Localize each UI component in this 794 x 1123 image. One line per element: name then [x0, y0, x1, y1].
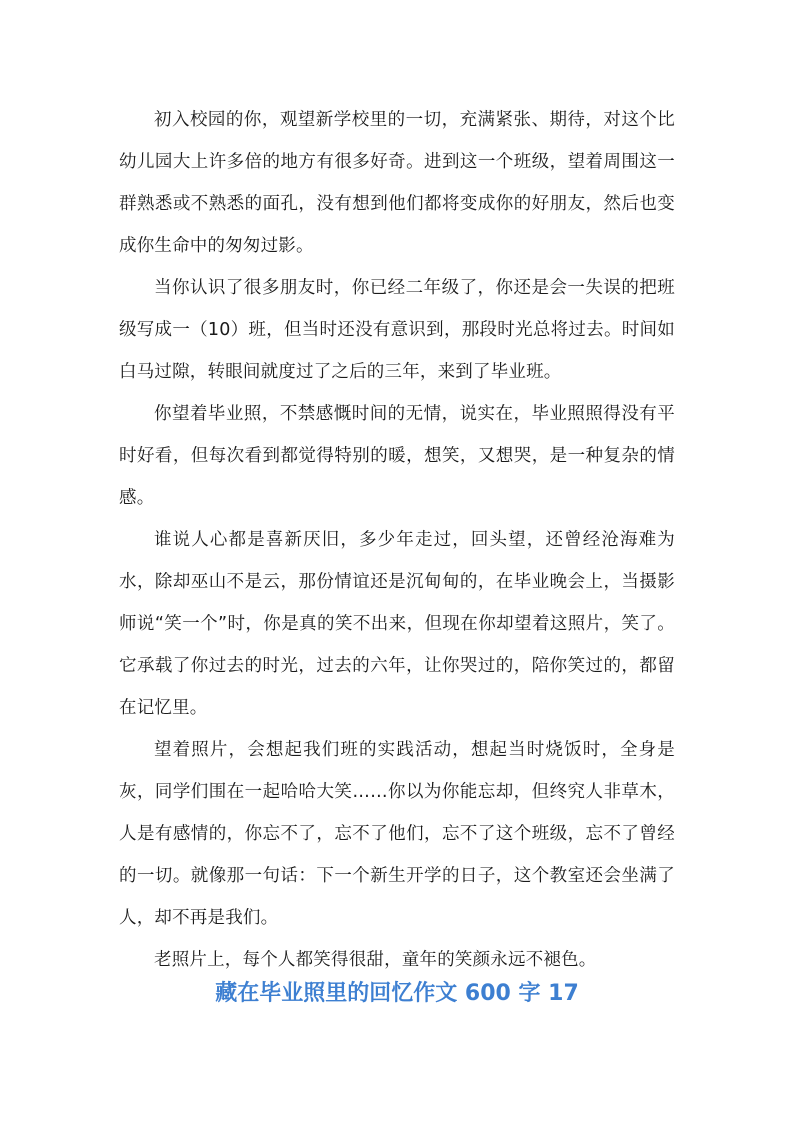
essay-body	[119, 99, 675, 981]
paragraph-3: 你望着毕业照，不禁感慨时间的无情，说实在，毕业照照得没有平时好看，但每次看到都觉得特别的暖，想笑，又想哭，是一种复杂的情感。	[119, 404, 675, 508]
paragraph-4: 谁说人心都是喜新厌旧，多少年走过，回头望，还曾经沧海难为水，除却巫山不是云，那份情谊还是沉甸甸的，在毕业晚会上，当摄影师说“笑一个”时，你是真的笑不出来，但现在你却望着这照片，笑了。它承载了你过去的时光，过去的六年，让你哭过的，陪你笑过的，都留在记忆里。	[119, 530, 675, 718]
paragraph-1: 初入校园的你，观望新学校里的一切，充满紧张、期待，对这个比幼儿园大上许多倍的地方有很多好奇。进到这一个班级，望着周围这一群熟悉或不熟悉的面孔，没有想到他们都将变成你的好朋友，然后也变成你生命中的匆匆过影。	[119, 110, 675, 256]
next-essay-title: 藏在毕业照里的回忆作文 600 字 17	[215, 981, 579, 1006]
paragraph-5: 望着照片，会想起我们班的实践活动，想起当时烧饭时，全身是灰，同学们围在一起哈哈大笑……你以为你能忘却，但终究人非草木，人是有感情的，你忘不了，忘不了他们，忘不了这个班级，忘不了曾经的一切。就像那一句话：下一个新生开学的日子，这个教室还会坐满了人，却不再是我们。	[119, 740, 675, 928]
paragraph-2: 当你认识了很多朋友时，你已经二年级了，你还是会一失误的把班级写成一（10）班，但当时还没有意识到，那段时光总将过去。时间如白马过隙，转眼间就度过了之后的三年，来到了毕业班。	[119, 278, 675, 382]
paragraph-6: 老照片上，每个人都笑得很甜，童年的笑颜永远不褪色。	[154, 950, 597, 970]
